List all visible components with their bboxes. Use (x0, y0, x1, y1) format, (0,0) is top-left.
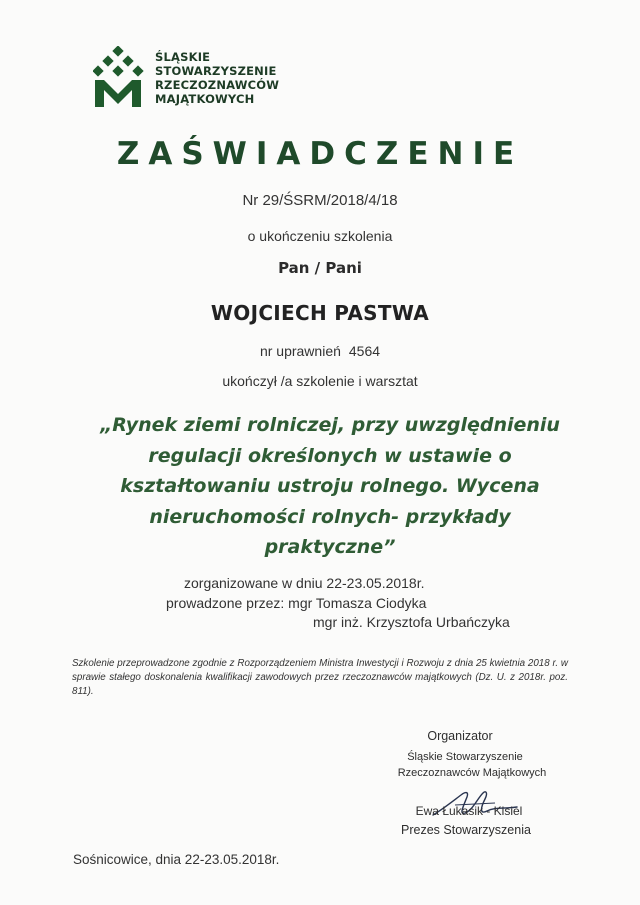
permit-label: nr uprawnień (259, 343, 341, 359)
course-title-line: „Rynek ziemi rolniczej, przy uwzględnieniu (100, 414, 560, 436)
certificate-subtitle: o ukończeniu szkolenia (247, 228, 393, 244)
recipient-name: WOJCIECH PASTWA (210, 301, 430, 325)
course-title (60, 410, 600, 563)
completed-text: ukończył /a szkolenie i warsztat (222, 373, 418, 389)
organization-name-line: STOWARZYSZENIE (155, 64, 277, 78)
organization-name-line: RZECZOZNAWCÓW (155, 78, 280, 92)
organized-date: zorganizowane w dniu 22-23.05.2018r. (184, 575, 425, 591)
signature-label: Organizator (427, 729, 493, 743)
organization-name-line: ŚLĄSKIE (155, 50, 211, 64)
signature-org-line: Rzeczoznawców Majątkowych (397, 767, 547, 779)
place-and-date: Sośnicowice, dnia 22-23.05.2018r. (73, 852, 280, 867)
signatory-role: Prezes Stowarzyszenia (401, 823, 531, 837)
organization-name (155, 50, 279, 106)
permit-number: 4564 (348, 343, 381, 359)
course-title-line: regulacji określonych w ustawie o (148, 444, 512, 467)
certificate-title: ZAŚWIADCZENIE (116, 136, 524, 172)
course-title-line: kształtowaniu ustroju rolnego. Wycena (120, 475, 540, 497)
organization-logo (93, 46, 145, 108)
salutation: Pan / Pani (278, 259, 362, 277)
signature-org-line: Śląskie Stowarzyszenie (407, 751, 523, 763)
led-by-second: mgr inż. Krzysztofa Urbańczyka (313, 614, 510, 630)
led-by: prowadzone przez: mgr Tomasza Ciodyka (166, 595, 427, 611)
permit-line (0, 343, 640, 359)
organization-name-line: MAJĄTKOWYCH (155, 92, 255, 106)
legal-note: Szkolenie przeprowadzone zgodnie z Rozporządzeniem Ministra Inwestycji i Rozwoju z dnia 25 kwietnia 2018 r. w sprawie stałego doskonalenia kwalifikacji zawodowych przez rzeczoznawców majątkowych (Dz. U. z 2018r. poz. 811). (72, 658, 568, 697)
course-title-line: praktyczne” (264, 536, 396, 558)
signatory-name: Ewa Łukasik - Kisiel (415, 804, 523, 818)
certificate-number: Nr 29/ŚSRM/2018/4/18 (242, 192, 398, 209)
course-title-line: nieruchomości rolnych- przykłady (149, 505, 511, 528)
